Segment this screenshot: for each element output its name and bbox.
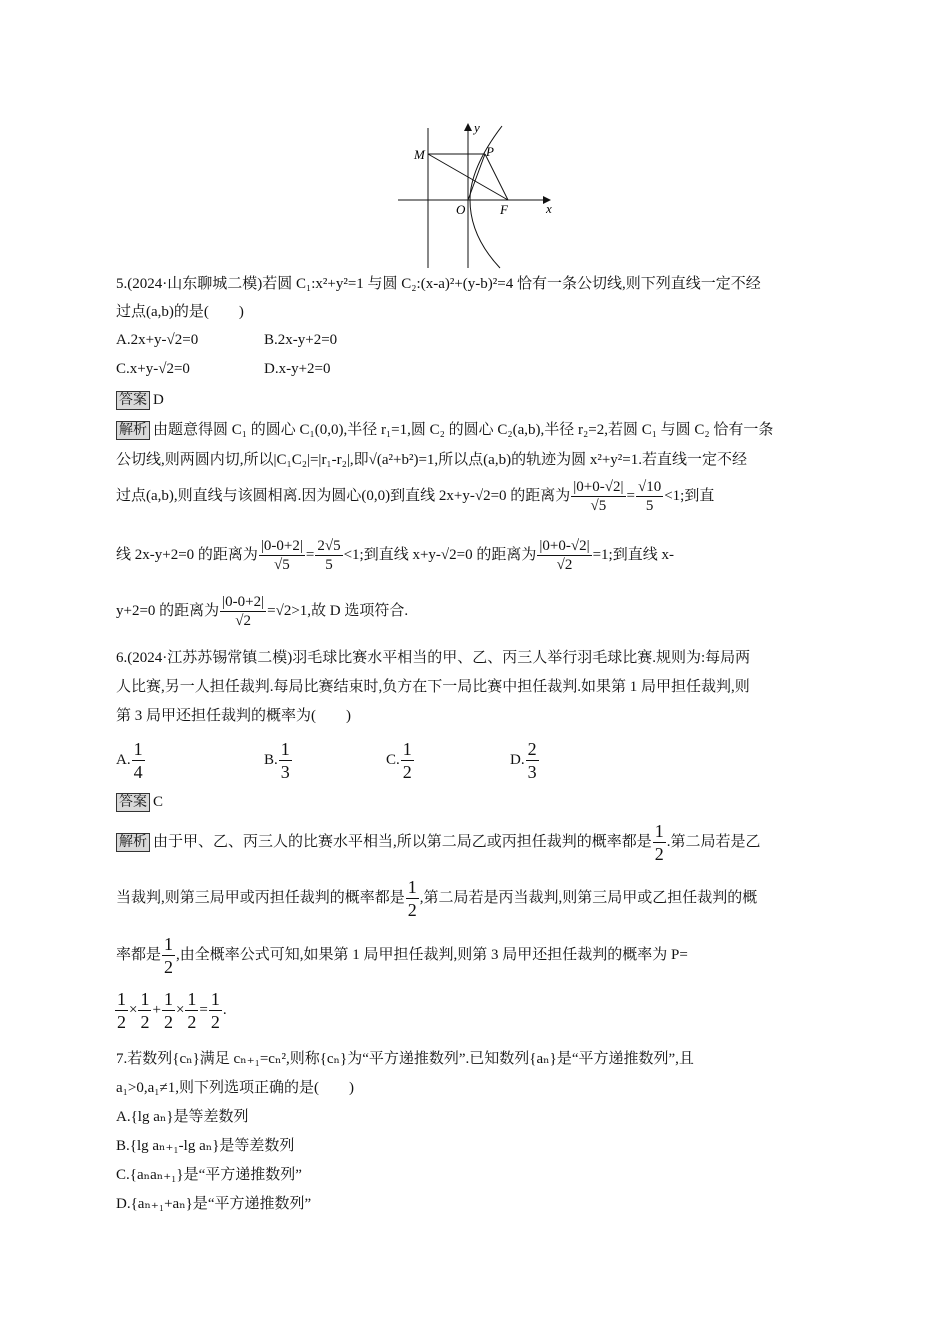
formula-frac-2: [138, 988, 151, 1033]
q6-a2-text: 当裁判,则第三局甲或丙担任裁判的概率都是: [116, 889, 405, 906]
q6-opt-b-label: B.: [264, 751, 278, 768]
q6-analysis-tag: 解析: [116, 833, 150, 852]
q6-opt-a-fraction: [132, 738, 145, 783]
q6-opt-b-den: 3: [280, 762, 290, 782]
q5-analysis-line1: [116, 421, 773, 440]
q5-l5-text: y+2=0 的距离为: [116, 602, 220, 619]
formula-frac-1-den: 2: [117, 1012, 126, 1032]
label-O: O: [456, 202, 466, 217]
q6-opt-c-num: 1: [402, 739, 412, 759]
q6-a1-den: 2: [654, 844, 664, 864]
formula-frac-2-den: 2: [140, 1012, 150, 1032]
label-P: P: [486, 144, 494, 159]
segment-PO: [468, 154, 485, 200]
q5-l3-f2-den: 5: [645, 498, 654, 514]
q6-a2-post: ,第二局若是丙当裁判,则第三局甲或乙担任裁判的概: [419, 889, 758, 906]
q6-opt-d-label: D.: [510, 751, 525, 768]
q5-l3-post: <1;到直: [664, 487, 715, 504]
formula-frac-3: [162, 988, 175, 1033]
hyperbola-figure: [390, 118, 560, 270]
q6-option-c[interactable]: [386, 738, 415, 783]
q6-analysis-line1: [116, 820, 761, 865]
q6-probability-formula: [114, 988, 227, 1033]
q5-l3-f1-den: √5: [590, 498, 607, 514]
q5-l4-text: 线 2x-y+2=0 的距离为: [116, 546, 258, 563]
q6-analysis-line2: [116, 876, 757, 921]
q6-a2-den: 2: [407, 900, 417, 920]
q5-l3-fraction2: [636, 478, 663, 515]
q6-a1-post: .第二局若是乙: [666, 833, 761, 850]
q6-answer-row: [116, 793, 163, 812]
q6-opt-a-num: 1: [133, 739, 143, 759]
formula-frac-3-den: 2: [163, 1012, 173, 1032]
q5-l4-f1-den: √5: [274, 557, 290, 573]
formula-frac-4-den: 2: [187, 1012, 197, 1032]
q5-l4-f2-num: 2√5: [317, 538, 341, 554]
q5-l4-fraction3: [537, 537, 591, 574]
q5-l3-text: 过点(a,b),则直线与该圆相离.因为圆心(0,0)到直线 2x+y-√2=0 的距离为: [116, 487, 571, 504]
q6-a3-text: 率都是: [116, 946, 162, 963]
q6-a3-num: 1: [164, 934, 174, 954]
q6-option-a[interactable]: [116, 738, 146, 783]
q5-answer-row: [116, 391, 164, 410]
q6-opt-d-fraction: [526, 738, 539, 783]
formula-times-2: ×: [175, 1001, 185, 1018]
q6-answer: C: [153, 794, 164, 810]
q6-option-b[interactable]: [264, 738, 293, 783]
q5-l4-fraction1: [259, 537, 305, 574]
q5-l3-fraction1: [571, 478, 625, 515]
q5-l4-mid: <1;到直线 x+y-√2=0 的距离为: [343, 546, 537, 563]
formula-frac-1: [115, 988, 128, 1033]
q7-option-d[interactable]: D.{aₙ₊₁+aₙ}是“平方递推数列”: [116, 1196, 312, 1212]
q5-l3-f1-num: |0+0-√2|: [573, 479, 624, 495]
q5-option-b[interactable]: B.2x-y+2=0: [264, 332, 338, 348]
q5-l3-f2-num: √10: [637, 479, 662, 495]
formula-period: .: [222, 1001, 227, 1018]
q5-l4-f3-den: √2: [556, 557, 573, 573]
q7-option-a[interactable]: A.{lg aₙ}是等差数列: [116, 1109, 249, 1125]
q6-opt-d-den: 3: [527, 762, 537, 782]
q5-answer: D: [153, 392, 164, 408]
q6-a2-num: 1: [407, 877, 417, 897]
q6-opt-c-fraction: [401, 738, 414, 783]
q5-l4-f1-num: |0-0+2|: [260, 538, 303, 554]
q5-l5-fraction: [220, 593, 266, 630]
q6-opt-b-fraction: [279, 738, 292, 783]
q6-a3-post: ,由全概率公式可知,如果第 1 局甲担任裁判,则第 3 局甲还担任裁判的概率为 P=: [176, 946, 688, 963]
q6-option-d[interactable]: [510, 738, 540, 783]
q5-analysis-line4: [116, 537, 674, 574]
q6-opt-b-num: 1: [280, 739, 290, 759]
formula-equals: =: [199, 1001, 208, 1018]
q6-stem-line3: 第 3 局甲还担任裁判的概率为( ): [116, 708, 351, 724]
q5-l4-fraction2: [315, 537, 342, 574]
q7-stem-line1: 7.若数列{cₙ}满足 cₙ₊₁=cₙ²,则称{cₙ}为“平方递推数列”.已知数列{aₙ}是“平方递推数列”,且: [116, 1051, 694, 1067]
q5-option-d[interactable]: D.x-y+2=0: [264, 361, 331, 377]
q6-stem-line2: 人比赛,另一人担任裁判.每局比赛结束时,负方在下一局比赛中担任裁判.如果第 1 局甲担任裁判,则: [116, 679, 750, 695]
formula-frac-2-num: 1: [140, 989, 150, 1009]
formula-frac-5: [209, 988, 222, 1033]
formula-plus: +: [152, 1001, 161, 1018]
q6-opt-a-label: A.: [116, 751, 131, 768]
q5-analysis-line2: 公切线,则两圆内切,所以|C₁C₂|=|r₁-r₂|,即√(a²+b²)=1,所以点(a,b)的轨迹为圆 x²+y²=1.若直线一定不经: [116, 452, 747, 468]
q6-a1-fraction: [653, 820, 666, 865]
q5-answer-tag: 答案: [116, 391, 150, 410]
q6-opt-c-den: 2: [402, 762, 412, 782]
formula-frac-3-num: 1: [163, 989, 173, 1009]
q5-l5-post: =√2>1,故 D 选项符合.: [267, 602, 409, 619]
q5-l5-f-den: √2: [235, 613, 252, 629]
q5-option-c[interactable]: C.x+y-√2=0: [116, 361, 190, 377]
q5-l5-f-num: |0-0+2|: [222, 594, 265, 610]
formula-frac-4: [185, 988, 198, 1033]
q5-l4-eq: =: [305, 546, 315, 563]
formula-frac-5-den: 2: [210, 1012, 220, 1032]
q5-l3-eq: =: [626, 487, 635, 504]
label-M: M: [414, 147, 425, 162]
q6-opt-c-label: C.: [386, 751, 400, 768]
formula-frac-4-num: 1: [187, 989, 197, 1009]
q5-analysis-tag: 解析: [116, 421, 150, 440]
q5-analysis-text1: 由题意得圆 C₁ 的圆心 C₁(0,0),半径 r₁=1,圆 C₂ 的圆心 C₂(a,b),半径 r₂=2,若圆 C₁ 与圆 C₂ 恰有一条: [153, 422, 774, 438]
q6-opt-a-den: 4: [133, 762, 143, 782]
label-x: x: [546, 201, 552, 216]
q7-option-b[interactable]: B.{lg aₙ₊₁-lg aₙ}是等差数列: [116, 1138, 295, 1154]
q7-option-c[interactable]: C.{aₙaₙ₊₁}是“平方递推数列”: [116, 1167, 302, 1183]
q5-l4-f3-num: |0+0-√2|: [539, 538, 590, 554]
q6-opt-d-num: 2: [527, 739, 537, 759]
formula-times-1: ×: [129, 1001, 138, 1018]
q6-stem-line1: 6.(2024·江苏苏锡常镇二模)羽毛球比赛水平相当的甲、乙、丙三人举行羽毛球比赛.规则为:每局两: [116, 650, 751, 666]
q6-a3-den: 2: [164, 957, 174, 977]
formula-frac-1-num: 1: [117, 989, 126, 1009]
q6-a1-num: 1: [654, 821, 664, 841]
label-F: F: [500, 202, 508, 217]
q5-analysis-line3: [116, 478, 714, 515]
q5-analysis-line5: [116, 593, 408, 630]
q6-answer-tag: 答案: [116, 793, 150, 812]
q5-stem-line1: 5.(2024·山东聊城二模)若圆 C₁:x²+y²=1 与圆 C₂:(x-a)²+(y-b)²=4 恰有一条公切线,则下列直线一定不经: [116, 276, 761, 292]
q6-analysis-line3: [116, 933, 688, 978]
q6-a3-fraction: [162, 933, 175, 978]
q7-stem-line2: a₁>0,a₁≠1,则下列选项正确的是( ): [116, 1080, 354, 1096]
label-y: y: [474, 120, 480, 135]
formula-frac-5-num: 1: [210, 989, 220, 1009]
q5-option-a[interactable]: A.2x+y-√2=0: [116, 332, 199, 348]
q6-a2-fraction: [406, 876, 419, 921]
q5-l4-post: =1;到直线 x-: [592, 546, 674, 563]
q5-l4-f2-den: 5: [325, 557, 333, 573]
q5-stem-line2: 过点(a,b)的是( ): [116, 304, 244, 320]
q6-a1-text: 由于甲、乙、丙三人的比赛水平相当,所以第二局乙或丙担任裁判的概率都是: [153, 833, 652, 850]
